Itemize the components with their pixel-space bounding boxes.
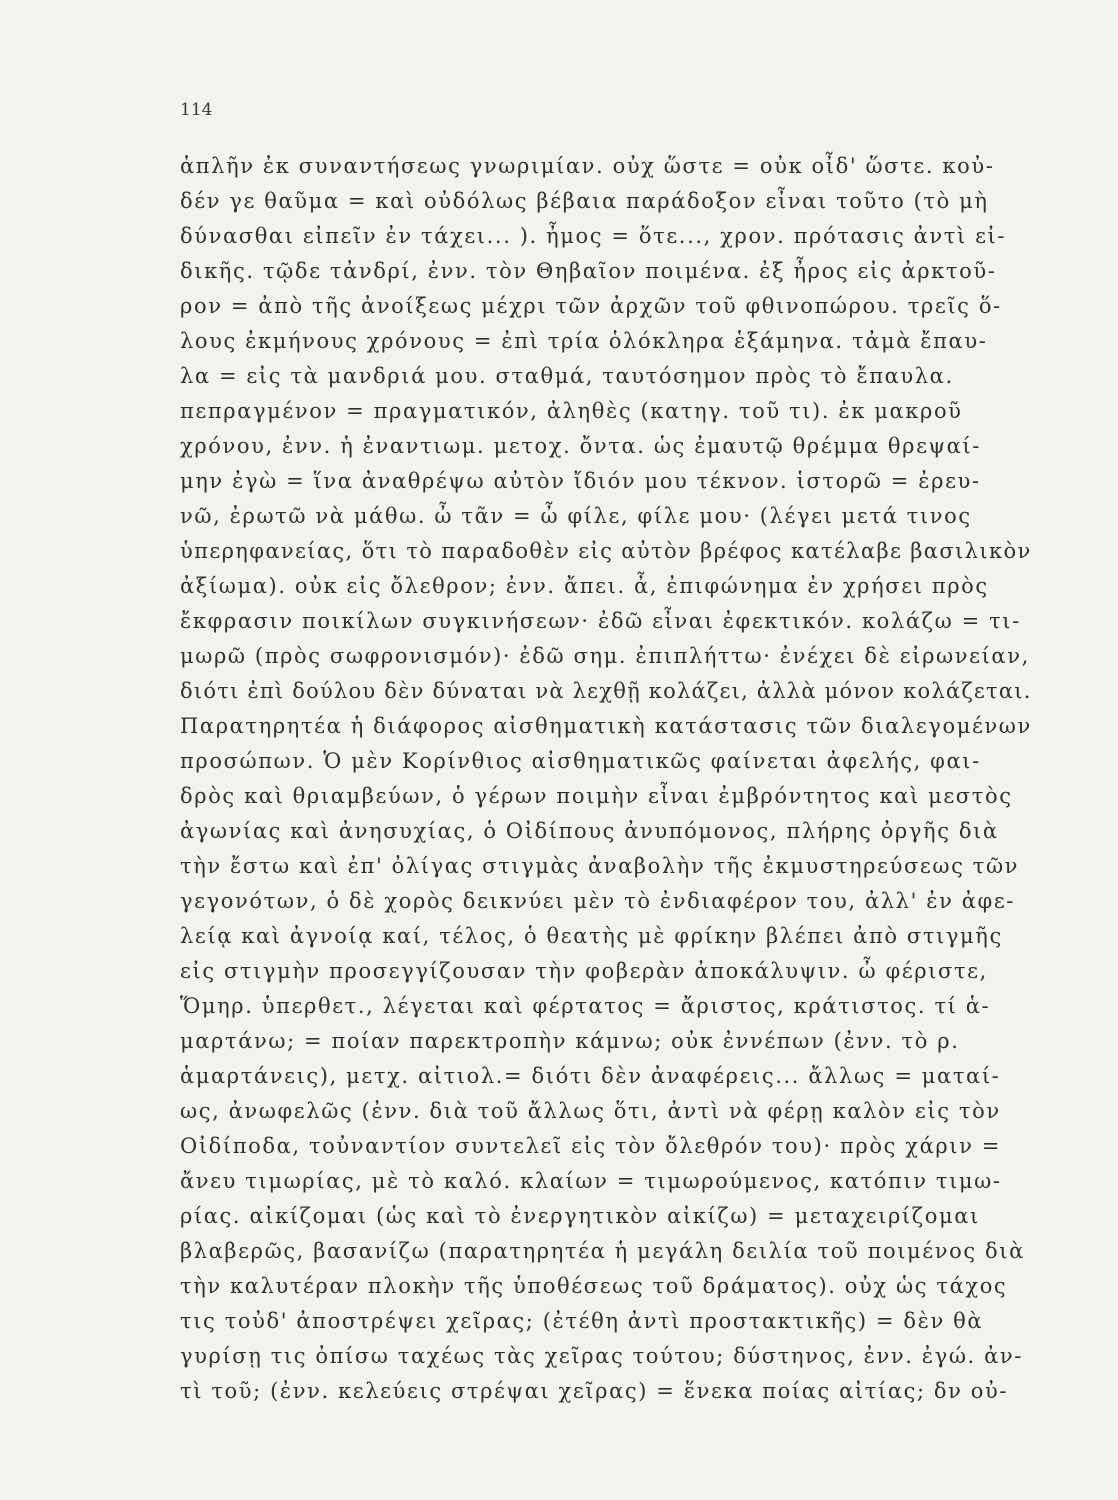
text-line: δικῆς. τῷδε τἀνδρί, ἐνν. τὸν Θηβαῖον ποιμένα. ἐξ ἦρος εἰς ἀρκτοῦ-: [180, 259, 997, 283]
text-line: χρόνου, ἐνν. ἡ ἐναντιωμ. μετοχ. ὄντα. ὡς ἐμαυτῷ θρέμμα θρεψαί-: [180, 434, 981, 458]
text-line: λους ἐκμήνους χρόνους = ἐπὶ τρία ὁλόκληρα ἑξάμηνα. τἀμὰ ἔπαυ-: [180, 329, 988, 353]
text-line: ρίας. αἰκίζομαι (ὡς καὶ τὸ ἐνεργητικὸν αἰκίζω) = μεταχειρίζομαι: [180, 1204, 980, 1228]
text-line: ρον = ἀπὸ τῆς ἀνοίξεως μέχρι τῶν ἀρχῶν τοῦ φθινοπώρου. τρεῖς ὅ-: [180, 294, 1002, 318]
text-line: τὶ τοῦ; (ἐνν. κελεύεις στρέψαι χεῖρας) = ἕνεκα ποίας αἰτίας; δν οὐ-: [180, 1379, 1009, 1403]
text-line: μην ἐγὼ = ἵνα ἀναθρέψω αὐτὸν ἴδιόν μου τέκνον. ἱστορῶ = ἐρευ-: [180, 469, 981, 493]
text-line: Οἰδίποδα, τοὐναντίον συντελεῖ εἰς τὸν ὄλεθρόν του)· πρὸς χάριν =: [180, 1134, 1001, 1158]
text-line: νῶ, ἐρωτῶ νὰ μάθω. ὦ τᾶν = ὦ φίλε, φίλε μου· (λέγει μετά τινος: [180, 504, 972, 528]
text-line: Ὅμηρ. ὑπερθετ., λέγεται καὶ φέρτατος = ἄριστος, κράτιστος. τί ἁ-: [180, 994, 991, 1018]
text-line: τις τοὐδ' ἀποστρέψει χεῖρας; (ἐτέθη ἀντὶ προστακτικῆς) = δὲν θὰ: [180, 1309, 984, 1333]
text-line: ἀγωνίας καὶ ἀνησυχίας, ὁ Οἰδίπους ἀνυπόμονος, πλήρης ὀργῆς διὰ: [180, 819, 999, 843]
text-line: ἁπλῆν ἐκ συναντήσεως γνωριμίαν. οὐχ ὥστε = οὐκ οἶδ' ὥστε. κοὐ-: [180, 154, 995, 178]
text-line: βλαβερῶς, βασανίζω (παρατηρητέα ἡ μεγάλη δειλία τοῦ ποιμένος διὰ: [180, 1239, 1025, 1263]
text-line: λα = εἰς τὰ μανδριά μου. σταθμά, ταυτόσημον πρὸς τὸ ἔπαυλα.: [180, 364, 954, 388]
page-number: 114: [180, 100, 213, 120]
text-line: γυρίσῃ τις ὀπίσω ταχέως τὰς χεῖρας τούτου; δύστηνος, ἐνν. ἐγώ. ἀν-: [180, 1344, 1023, 1368]
text-line: Παρατηρητέα ἡ διάφορος αἰσθηματικὴ κατάστασις τῶν διαλεγομένων: [180, 714, 1032, 738]
text-line: ἀξίωμα). οὐκ εἰς ὄλεθρον; ἐνν. ἄπει. ἆ, ἐπιφώνημα ἐν χρήσει πρὸς: [180, 574, 989, 598]
text-line: λείᾳ καὶ ἀγνοίᾳ καί, τέλος, ὁ θεατὴς μὲ φρίκην βλέπει ἀπὸ στιγμῆς: [180, 924, 1003, 948]
text-line: τὴν καλυτέραν πλοκὴν τῆς ὑποθέσεως τοῦ δράματος). οὐχ ὡς τάχος: [180, 1274, 1008, 1298]
text-line: διότι ἐπὶ δούλου δὲν δύναται νὰ λεχθῇ κολάζει, ἀλλὰ μόνον κολάζεται.: [180, 679, 1032, 703]
text-line: ὑπερηφανείας, ὅτι τὸ παραδοθὲν εἰς αὐτὸν βρέφος κατέλαβε βασιλικὸν: [180, 539, 1032, 563]
text-line: δρὸς καὶ θριαμβεύων, ὁ γέρων ποιμὴν εἶναι ἐμβρόντητος καὶ μεστὸς: [180, 784, 1013, 808]
text-line: προσώπων. Ὁ μὲν Κορίνθιος αἰσθηματικῶς φαίνεται ἀφελής, φαι-: [180, 749, 981, 773]
text-line: πεπραγμένον = πραγματικόν, ἀληθὲς (κατηγ. τοῦ τι). ἐκ μακροῦ: [180, 399, 963, 423]
text-line: τὴν ἔστω καὶ ἐπ' ὀλίγας στιγμὰς ἀναβολὴν τῆς ἐκμυστηρεύσεως τῶν: [180, 854, 1020, 878]
text-line: δύνασθαι εἰπεῖν ἐν τάχει... ). ἦμος = ὅτε..., χρον. πρότασις ἀντὶ εἰ-: [180, 224, 1007, 248]
text-line: ἁμαρτάνεις), μετχ. αἰτιολ.= διότι δὲν ἀναφέρεις... ἄλλως = ματαί-: [180, 1064, 1001, 1088]
text-line: μωρῶ (πρὸς σωφρονισμόν)· ἐδῶ σημ. ἐπιπλήττω· ἐνέχει δὲ εἰρωνείαν,: [180, 644, 1030, 668]
text-line: ἔκφρασιν ποικίλων συγκινήσεων· ἐδῶ εἶναι ἐφεκτικόν. κολάζω = τι-: [180, 609, 1021, 633]
text-line: ως, ἀνωφελῶς (ἐνν. διὰ τοῦ ἄλλως ὅτι, ἀντὶ νὰ φέρῃ καλὸν εἰς τὸν: [180, 1099, 1001, 1123]
text-line: δέν γε θαῦμα = καὶ οὐδόλως βέβαια παράδοξον εἶναι τοῦτο (τὸ μὴ: [180, 189, 989, 213]
text-line: μαρτάνω; = ποίαν παρεκτροπὴν κάμνω; οὐκ ἐννέπων (ἐνν. τὸ ρ.: [180, 1029, 960, 1053]
text-line: εἰς στιγμὴν προσεγγίζουσαν τὴν φοβερὰν ἀποκάλυψιν. ὦ φέριστε,: [180, 959, 988, 983]
text-line: ἄνευ τιμωρίας, μὲ τὸ καλό. κλαίων = τιμωρούμενος, κατόπιν τιμω-: [180, 1169, 1002, 1193]
text-line: γεγονότων, ὁ δὲ χορὸς δεικνύει μὲν τὸ ἐνδιαφέρον του, ἀλλ' ἐν ἀφε-: [180, 889, 1015, 913]
